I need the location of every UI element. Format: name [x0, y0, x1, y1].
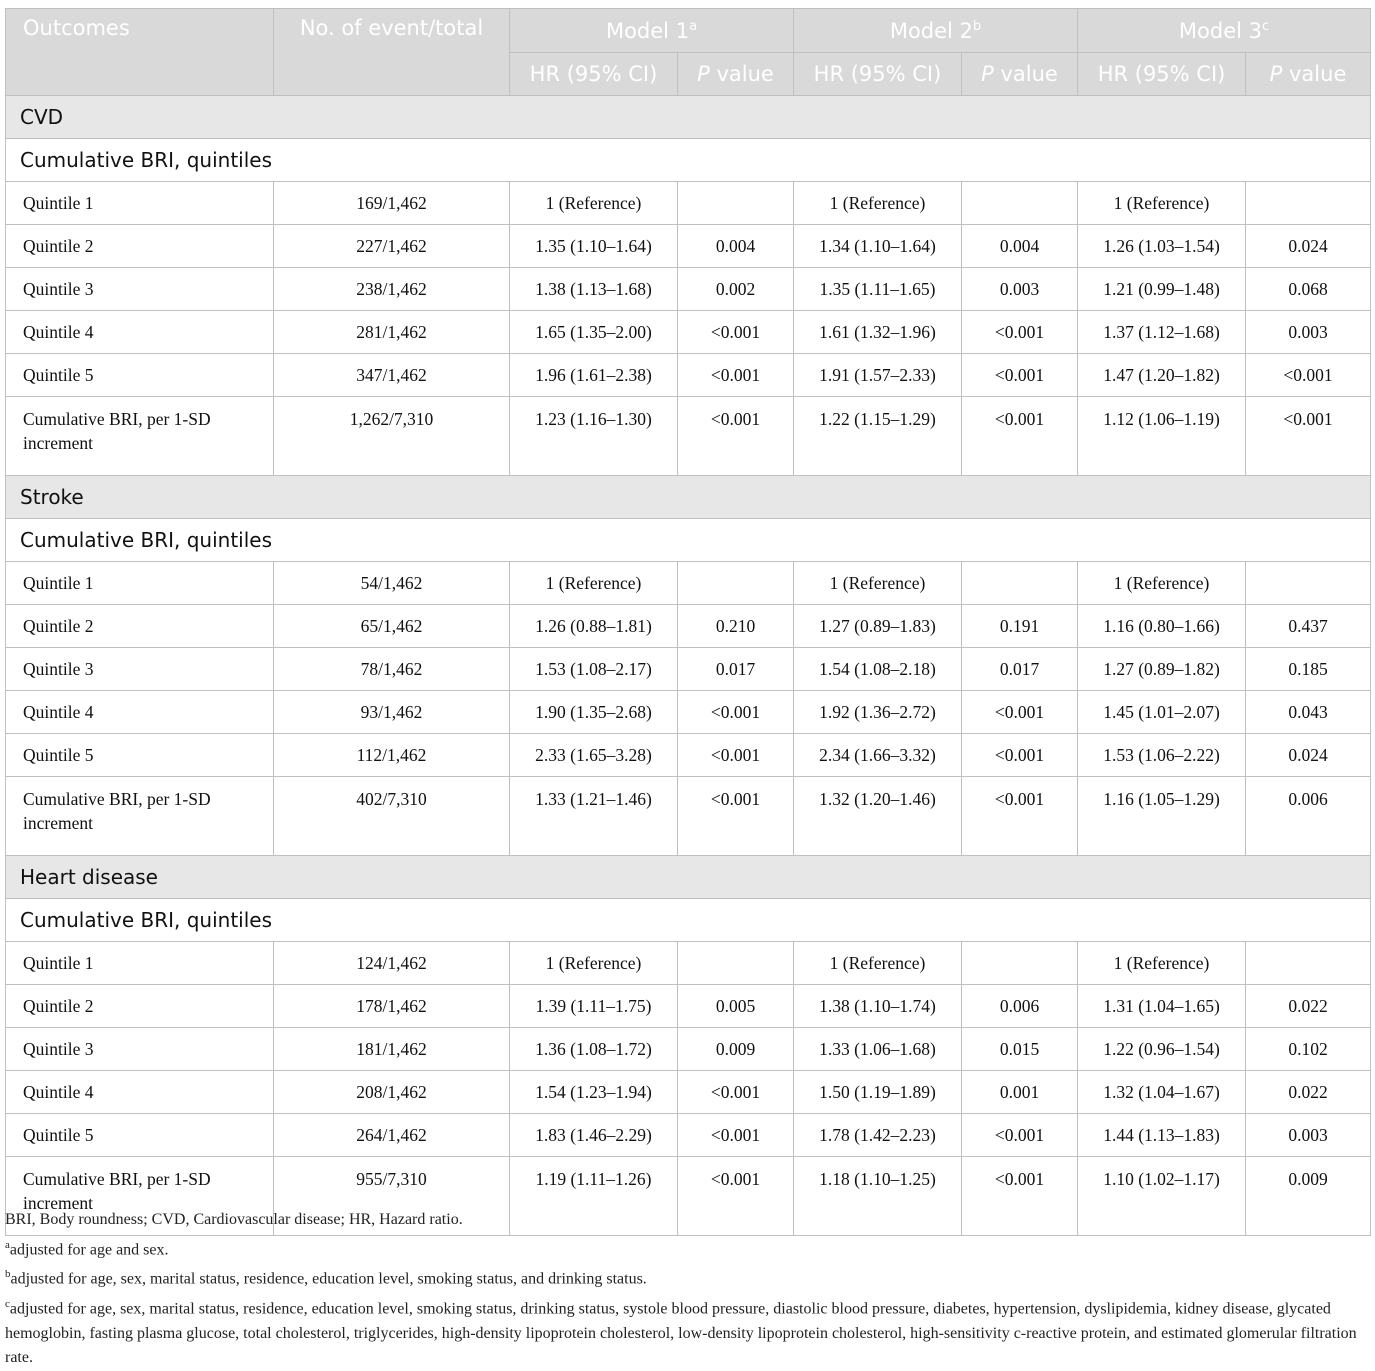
event-count: 181/1,462	[274, 1028, 510, 1071]
model2-p: <0.001	[962, 1157, 1078, 1236]
model1-hr: 1.53 (1.08–2.17)	[510, 648, 678, 691]
row-label: Cumulative BRI, per 1-SD increment	[6, 397, 274, 476]
table-body	[6, 96, 1371, 1236]
model2-p	[962, 942, 1078, 985]
model2-hr: 1.92 (1.36–2.72)	[794, 691, 962, 734]
event-count: 54/1,462	[274, 562, 510, 605]
row-label: Quintile 4	[6, 691, 274, 734]
event-count: 178/1,462	[274, 985, 510, 1028]
event-count: 402/7,310	[274, 777, 510, 856]
model3-hr: 1.26 (1.03–1.54)	[1078, 225, 1246, 268]
model1-p: <0.001	[678, 691, 794, 734]
subsection-title: Cumulative BRI, quintiles	[6, 139, 1371, 182]
table-row	[6, 985, 1371, 1028]
model3-p: 0.068	[1246, 268, 1371, 311]
model3-p: 0.024	[1246, 734, 1371, 777]
event-count: 264/1,462	[274, 1114, 510, 1157]
model2-p: <0.001	[962, 1114, 1078, 1157]
model1-p	[678, 182, 794, 225]
row-label: Quintile 4	[6, 311, 274, 354]
model1-hr: 1 (Reference)	[510, 562, 678, 605]
table-row	[6, 182, 1371, 225]
model3-p: 0.024	[1246, 225, 1371, 268]
model2-p: <0.001	[962, 691, 1078, 734]
model3-hr: 1.47 (1.20–1.82)	[1078, 354, 1246, 397]
subsection-header-row	[6, 519, 1371, 562]
row-label: Cumulative BRI, per 1-SD increment	[6, 777, 274, 856]
table-row	[6, 354, 1371, 397]
header-model-3: Model 3$^c$	[1078, 9, 1371, 53]
table-row	[6, 691, 1371, 734]
header-hr: HR (95% CI)	[510, 53, 678, 96]
model1-p: 0.004	[678, 225, 794, 268]
table-row	[6, 942, 1371, 985]
model1-hr: 1.96 (1.61–2.38)	[510, 354, 678, 397]
event-count: 93/1,462	[274, 691, 510, 734]
table-row	[6, 1028, 1371, 1071]
model3-p: 0.022	[1246, 1071, 1371, 1114]
event-count: 169/1,462	[274, 182, 510, 225]
event-count: 112/1,462	[274, 734, 510, 777]
row-label: Quintile 1	[6, 182, 274, 225]
model3-hr: 1 (Reference)	[1078, 942, 1246, 985]
model1-hr: 1 (Reference)	[510, 182, 678, 225]
model2-p	[962, 562, 1078, 605]
model1-p: <0.001	[678, 354, 794, 397]
model3-p: 0.009	[1246, 1157, 1371, 1236]
header-p-value: P value	[1246, 53, 1371, 96]
model2-p: 0.001	[962, 1071, 1078, 1114]
model2-hr: 1 (Reference)	[794, 182, 962, 225]
header-model-1: Model 1$^a$	[510, 9, 794, 53]
row-label: Quintile 3	[6, 648, 274, 691]
model2-p: 0.006	[962, 985, 1078, 1028]
row-label: Quintile 5	[6, 734, 274, 777]
results-table	[5, 8, 1371, 1236]
model2-hr: 1.50 (1.19–1.89)	[794, 1071, 962, 1114]
row-label: Cumulative BRI, per 1-SD increment	[6, 1157, 274, 1236]
model1-p: 0.002	[678, 268, 794, 311]
table-row	[6, 268, 1371, 311]
model3-p: 0.006	[1246, 777, 1371, 856]
table-row	[6, 1114, 1371, 1157]
model1-p: <0.001	[678, 311, 794, 354]
table-row	[6, 225, 1371, 268]
model3-p: 0.185	[1246, 648, 1371, 691]
model2-p: <0.001	[962, 777, 1078, 856]
event-count: 1,262/7,310	[274, 397, 510, 476]
header-p-value: P value	[678, 53, 794, 96]
table-row	[6, 777, 1371, 856]
model1-p: 0.005	[678, 985, 794, 1028]
model3-hr: 1.12 (1.06–1.19)	[1078, 397, 1246, 476]
model1-hr: 1.33 (1.21–1.46)	[510, 777, 678, 856]
model3-hr: 1.10 (1.02–1.17)	[1078, 1157, 1246, 1236]
model1-p: <0.001	[678, 397, 794, 476]
model3-hr: 1.44 (1.13–1.83)	[1078, 1114, 1246, 1157]
table-row	[6, 562, 1371, 605]
model2-p: 0.015	[962, 1028, 1078, 1071]
event-count: 347/1,462	[274, 354, 510, 397]
model1-hr: 1.26 (0.88–1.81)	[510, 605, 678, 648]
event-count: 955/7,310	[274, 1157, 510, 1236]
model1-p: <0.001	[678, 777, 794, 856]
row-label: Quintile 1	[6, 562, 274, 605]
subsection-header-row	[6, 899, 1371, 942]
table-header	[6, 9, 1371, 96]
section-header-row	[6, 96, 1371, 139]
model2-hr: 1.54 (1.08–2.18)	[794, 648, 962, 691]
model3-p	[1246, 182, 1371, 225]
model1-p: 0.210	[678, 605, 794, 648]
model3-hr: 1 (Reference)	[1078, 182, 1246, 225]
table-row	[6, 648, 1371, 691]
model1-p: 0.009	[678, 1028, 794, 1071]
table-row	[6, 311, 1371, 354]
model1-hr: 1.83 (1.46–2.29)	[510, 1114, 678, 1157]
model1-hr: 1.39 (1.11–1.75)	[510, 985, 678, 1028]
row-label: Quintile 2	[6, 985, 274, 1028]
model1-hr: 1.35 (1.10–1.64)	[510, 225, 678, 268]
section-title: Stroke	[6, 476, 1371, 519]
model1-hr: 1 (Reference)	[510, 942, 678, 985]
model3-p: 0.102	[1246, 1028, 1371, 1071]
model2-hr: 1 (Reference)	[794, 562, 962, 605]
model3-hr: 1.22 (0.96–1.54)	[1078, 1028, 1246, 1071]
model2-hr: 1.27 (0.89–1.83)	[794, 605, 962, 648]
model1-p: <0.001	[678, 734, 794, 777]
model3-p	[1246, 562, 1371, 605]
model2-hr: 1.35 (1.11–1.65)	[794, 268, 962, 311]
model2-p	[962, 182, 1078, 225]
model1-hr: 1.90 (1.35–2.68)	[510, 691, 678, 734]
model2-hr: 1.33 (1.06–1.68)	[794, 1028, 962, 1071]
footnote-c: $^c$adjusted for age, sex, marital status, residence, education level, smoking status, drinking status, systole blood pressure, diastolic blood pressure, diabetes, hypertension, dyslipidemia, kidney disease, glycated hemoglobin, fasting plasma glucose, total cholesterol, triglycerides, high-density lipoprotein cholesterol, low-density lipoprotein cholesterol, high-sensitivity c-reactive protein, and estimated glomerular filtration rate.	[5, 1298, 1357, 1367]
model3-hr: 1.16 (0.80–1.66)	[1078, 605, 1246, 648]
row-label: Quintile 2	[6, 605, 274, 648]
footnote-a: $^a$adjusted for age and sex.	[5, 1238, 169, 1258]
row-label: Quintile 3	[6, 1028, 274, 1071]
model3-hr: 1.16 (1.05–1.29)	[1078, 777, 1246, 856]
model1-hr: 1.38 (1.13–1.68)	[510, 268, 678, 311]
model2-p: 0.003	[962, 268, 1078, 311]
model1-p	[678, 562, 794, 605]
footnote-abbreviations: BRI, Body roundness; CVD, Cardiovascular disease; HR, Hazard ratio.	[5, 1211, 463, 1228]
table-row	[6, 397, 1371, 476]
model3-p: 0.437	[1246, 605, 1371, 648]
model3-p: 0.003	[1246, 1114, 1371, 1157]
model1-hr: 1.36 (1.08–1.72)	[510, 1028, 678, 1071]
model2-hr: 1.61 (1.32–1.96)	[794, 311, 962, 354]
model2-p: <0.001	[962, 311, 1078, 354]
model1-p: <0.001	[678, 1114, 794, 1157]
section-header-row	[6, 856, 1371, 899]
row-label: Quintile 2	[6, 225, 274, 268]
model2-hr: 1.91 (1.57–2.33)	[794, 354, 962, 397]
header-events: No. of event/total	[274, 9, 510, 96]
model2-p: 0.017	[962, 648, 1078, 691]
event-count: 208/1,462	[274, 1071, 510, 1114]
subsection-title: Cumulative BRI, quintiles	[6, 899, 1371, 942]
model2-hr: 1.18 (1.10–1.25)	[794, 1157, 962, 1236]
model3-hr: 1.32 (1.04–1.67)	[1078, 1071, 1246, 1114]
event-count: 227/1,462	[274, 225, 510, 268]
row-label: Quintile 1	[6, 942, 274, 985]
model2-hr: 1.78 (1.42–2.23)	[794, 1114, 962, 1157]
event-count: 281/1,462	[274, 311, 510, 354]
model3-hr: 1.53 (1.06–2.22)	[1078, 734, 1246, 777]
event-count: 78/1,462	[274, 648, 510, 691]
header-p-value: P value	[962, 53, 1078, 96]
subsection-title: Cumulative BRI, quintiles	[6, 519, 1371, 562]
model3-p: 0.003	[1246, 311, 1371, 354]
model3-p: <0.001	[1246, 397, 1371, 476]
section-header-row	[6, 476, 1371, 519]
footnote-b: $^b$adjusted for age, sex, marital status, residence, education level, smoking status, and drinking status.	[5, 1268, 647, 1288]
event-count: 238/1,462	[274, 268, 510, 311]
header-hr: HR (95% CI)	[1078, 53, 1246, 96]
model2-p: 0.191	[962, 605, 1078, 648]
event-count: 124/1,462	[274, 942, 510, 985]
model2-hr: 1.32 (1.20–1.46)	[794, 777, 962, 856]
row-label: Quintile 5	[6, 1114, 274, 1157]
event-count: 65/1,462	[274, 605, 510, 648]
model3-hr: 1.27 (0.89–1.82)	[1078, 648, 1246, 691]
section-title: CVD	[6, 96, 1371, 139]
subsection-header-row	[6, 139, 1371, 182]
model3-hr: 1.31 (1.04–1.65)	[1078, 985, 1246, 1028]
header-model-2: Model 2$^b$	[794, 9, 1078, 53]
row-label: Quintile 4	[6, 1071, 274, 1114]
model2-p: 0.004	[962, 225, 1078, 268]
model2-hr: 1.22 (1.15–1.29)	[794, 397, 962, 476]
model1-p	[678, 942, 794, 985]
model3-hr: 1.37 (1.12–1.68)	[1078, 311, 1246, 354]
table-row	[6, 1071, 1371, 1114]
row-label: Quintile 3	[6, 268, 274, 311]
header-outcomes: Outcomes	[6, 9, 274, 96]
model3-p: <0.001	[1246, 354, 1371, 397]
model1-hr: 1.19 (1.11–1.26)	[510, 1157, 678, 1236]
model3-p: 0.022	[1246, 985, 1371, 1028]
section-title: Heart disease	[6, 856, 1371, 899]
model2-p: <0.001	[962, 734, 1078, 777]
model2-hr: 1.38 (1.10–1.74)	[794, 985, 962, 1028]
table-row	[6, 734, 1371, 777]
footnotes	[5, 1208, 1370, 1371]
model2-hr: 1 (Reference)	[794, 942, 962, 985]
header-hr: HR (95% CI)	[794, 53, 962, 96]
model1-p: <0.001	[678, 1157, 794, 1236]
model1-hr: 1.23 (1.16–1.30)	[510, 397, 678, 476]
model1-hr: 1.65 (1.35–2.00)	[510, 311, 678, 354]
model3-p	[1246, 942, 1371, 985]
model1-p: <0.001	[678, 1071, 794, 1114]
model1-hr: 2.33 (1.65–3.28)	[510, 734, 678, 777]
model3-hr: 1.45 (1.01–2.07)	[1078, 691, 1246, 734]
row-label: Quintile 5	[6, 354, 274, 397]
model1-hr: 1.54 (1.23–1.94)	[510, 1071, 678, 1114]
model3-hr: 1.21 (0.99–1.48)	[1078, 268, 1246, 311]
model1-p: 0.017	[678, 648, 794, 691]
model2-p: <0.001	[962, 354, 1078, 397]
model2-hr: 1.34 (1.10–1.64)	[794, 225, 962, 268]
model3-hr: 1 (Reference)	[1078, 562, 1246, 605]
table-row	[6, 605, 1371, 648]
model2-hr: 2.34 (1.66–3.32)	[794, 734, 962, 777]
model3-p: 0.043	[1246, 691, 1371, 734]
results-table-container	[5, 8, 1370, 1236]
model2-p: <0.001	[962, 397, 1078, 476]
